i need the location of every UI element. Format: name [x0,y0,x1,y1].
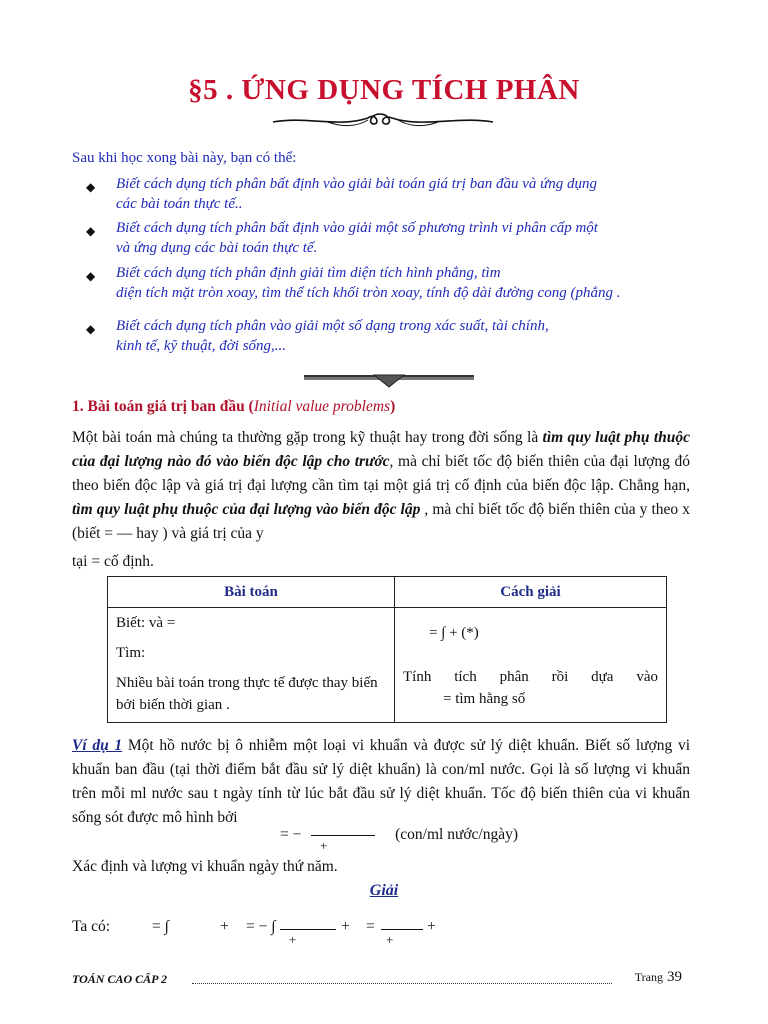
example-paragraph: Ví dụ 1 Một hồ nước bị ô nhiễm một loại vi khuẩn và được sử lý diệt khuẩn. Biết số lượng vi khuẩn ban đầu (tại thời điểm bắt đầu sử lý diệt khuẩn) là con/ml nước. Gọi là số lượng vi khuẩn trên mỗi ml nước sau t ngày tính từ lúc bắt đầu sử lý diệt khuẩn. Tốc độ biến thiên của vi khuẩn sống sót được mô hình bởi [72,737,690,826]
footer-leader-dots [192,983,612,984]
fraction-bar [381,929,423,930]
section-heading: 1. Bài toán giá trị ban đầu (Initial value problems) [72,398,396,415]
page-number: Trang 39 [634,969,682,985]
rate-formula: = − (con/ml nước/ngày) [280,826,519,843]
table-cell-solution: = ∫ + (*) Tính tích phân rồi dựa vào = tìm hằng số [395,608,667,723]
list-item: Biết cách dụng tích phân bất định vào giải một số phương trình vi phân cấp một và ứng dụng các bài toán thực tế. [116,220,598,256]
table-cell-problem: Biết: và = Tìm: Nhiều bài toán trong thực tế được thay biến bởi biến thời gian . [108,608,395,723]
solution-label: Ta có: [72,918,111,935]
table-header-solution: Cách giải [395,577,667,608]
example-label: Ví dụ 1 [72,737,123,754]
bullet-diamond-icon: ◆ [86,180,96,194]
section-divider-icon [304,370,474,390]
list-item: Biết cách dụng tích phân bất định vào giải bài toán giá trị ban đầu và ứng dụng các bài toán thực tế.. [116,176,598,212]
list-item: Biết cách dụng tích phân vào giải một số dạng trong xác suất, tài chính, kinh tế, kỹ thuật, đời sống,... [116,318,549,354]
bullet-diamond-icon: ◆ [86,322,96,336]
page-footer [72,969,682,987]
page-title: §5 . ỨNG DỤNG TÍCH PHÂN [188,74,580,106]
method-table [107,576,667,723]
solution-heading: Giải [369,882,399,899]
task-text: Xác định và lượng vi khuẩn ngày thứ năm. [72,858,338,875]
bullet-diamond-icon: ◆ [86,269,96,283]
fraction-bar [280,929,336,930]
footer-course-title: TOÁN CAO CẤP 2 [72,972,168,986]
intro-paragraph: Một bài toán mà chúng ta thường gặp trong kỹ thuật hay trong đời sống là tìm quy luật phụ thuộc của đại lượng nào đó vào biến độc lập cho trước, mà chỉ biết tốc độ biến thiên của đại lượng đó theo biến độc lập và giá trị đại lượng cần tìm tại một giá trị cố định của biến độc lập. Chẳng hạn, tìm quy luật phụ thuộc của đại lượng vào biến độc lập , mà chỉ biết tốc độ biến thiên của y theo x (biết = — hay ) và giá trị của y [72,429,690,542]
list-item: Biết cách dụng tích phân định giải tìm diện tích hình phẳng, tìm diện tích mặt tròn xoay, tìm thể tích khối tròn xoay, tính độ dài đường cong (phẳng . [116,265,621,301]
intro-paragraph-end: tại = cố định. [72,553,154,570]
intro-text: Sau khi học xong bài này, bạn có thể: [72,150,297,166]
bullet-diamond-icon: ◆ [86,224,96,238]
table-header-problem: Bài toán [108,577,395,608]
flourish-ornament-icon [268,108,498,130]
